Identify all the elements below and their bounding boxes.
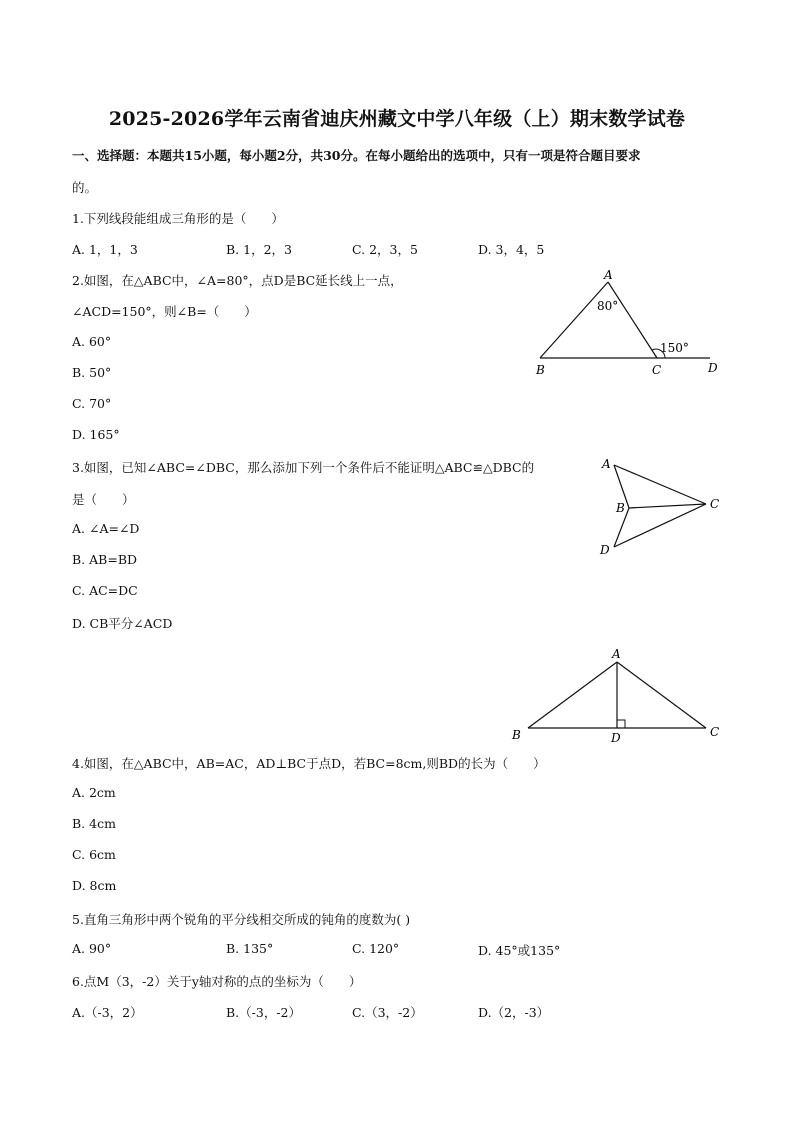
question-2-figure xyxy=(530,262,730,380)
side-bc xyxy=(629,504,706,508)
side-ab xyxy=(528,662,617,728)
side-ac xyxy=(614,465,706,504)
question-3-option-b: B. AB=BD xyxy=(72,552,138,567)
question-4-figure xyxy=(506,644,726,744)
section-heading-line2: 的。 xyxy=(72,180,98,195)
question-1-option-a: A. 1，1，3 xyxy=(72,242,138,257)
side-ab xyxy=(540,282,608,358)
label-b: B xyxy=(616,501,625,515)
question-2-option-b: B. 50° xyxy=(72,365,112,380)
question-2-stem-line2: ∠ACD=150°，则∠B=（ ） xyxy=(72,304,257,319)
right-angle-mark xyxy=(617,720,625,728)
question-1-option-b: B. 1，2，3 xyxy=(226,242,292,257)
label-d: D xyxy=(708,361,718,375)
angle-label-a: 80° xyxy=(597,299,619,313)
question-5-option-a: A. 90° xyxy=(72,941,112,956)
label-d: D xyxy=(600,543,610,557)
question-5-option-b: B. 135° xyxy=(226,941,274,956)
label-c: C xyxy=(710,497,720,511)
label-d: D xyxy=(611,731,621,744)
question-2-option-d: D. 165° xyxy=(72,427,120,442)
side-ac xyxy=(608,282,657,358)
label-a: A xyxy=(604,268,613,282)
question-2-option-c: C. 70° xyxy=(72,396,112,411)
exam-title: 2025-2026学年云南省迪庆州藏文中学八年级（上）期末数学试卷 xyxy=(108,108,686,130)
question-3-stem-line1: 3.如图，已知∠ABC=∠DBC，那么添加下列一个条件后不能证明△ABC≌△DBC的 xyxy=(72,460,535,475)
question-2-stem-line1: 2.如图，在△ABC中，∠A=80°，点D是BC延长线上一点， xyxy=(72,273,403,288)
label-b: B xyxy=(536,363,545,377)
question-4-option-a: A. 2cm xyxy=(72,785,116,800)
side-ac xyxy=(617,662,706,728)
question-3-option-c: C. AC=DC xyxy=(72,583,138,598)
label-c: C xyxy=(652,363,662,377)
question-3-option-d: D. CB平分∠ACD xyxy=(72,616,173,631)
angle-label-c: 150° xyxy=(660,341,689,355)
label-b: B xyxy=(512,728,521,742)
question-6-option-d: D.（2，-3） xyxy=(478,1005,550,1020)
question-6-option-a: A.（-3，2） xyxy=(72,1005,143,1020)
label-a: A xyxy=(602,457,611,471)
label-a: A xyxy=(612,647,621,661)
question-4-stem: 4.如图，在△ABC中，AB=AC，AD⊥BC于点D，若BC=8cm,则BD的长为（ ） xyxy=(72,756,546,771)
label-c: C xyxy=(710,725,720,739)
question-5-option-c: C. 120° xyxy=(352,941,400,956)
question-3-option-a: A. ∠A=∠D xyxy=(72,521,140,536)
question-3-figure xyxy=(596,452,726,558)
question-4-option-b: B. 4cm xyxy=(72,816,116,831)
question-1-option-d: D. 3，4，5 xyxy=(478,242,545,257)
question-4-option-d: D. 8cm xyxy=(72,878,117,893)
question-3-stem-line2: 是（ ） xyxy=(72,492,135,507)
question-5-stem: 5.直角三角形中两个锐角的平分线相交所成的钝角的度数为( ) xyxy=(72,912,411,927)
question-6-option-c: C.（3，-2） xyxy=(352,1005,423,1020)
section-heading-line1: 一、选择题：本题共15小题，每小题2分，共30分。在每小题给出的选项中，只有一项是符合题目要求 xyxy=(72,148,641,163)
question-6-option-b: B.（-3，-2） xyxy=(226,1005,302,1020)
question-5-option-d: D. 45°或135° xyxy=(478,943,561,958)
question-1-option-c: C. 2，3，5 xyxy=(352,242,418,257)
question-2-option-a: A. 60° xyxy=(72,334,112,349)
question-1-stem: 1.下列线段能组成三角形的是（ ） xyxy=(72,211,284,226)
question-6-stem: 6.点M（3，-2）关于y轴对称的点的坐标为（ ） xyxy=(72,974,362,989)
question-4-option-c: C. 6cm xyxy=(72,847,116,862)
